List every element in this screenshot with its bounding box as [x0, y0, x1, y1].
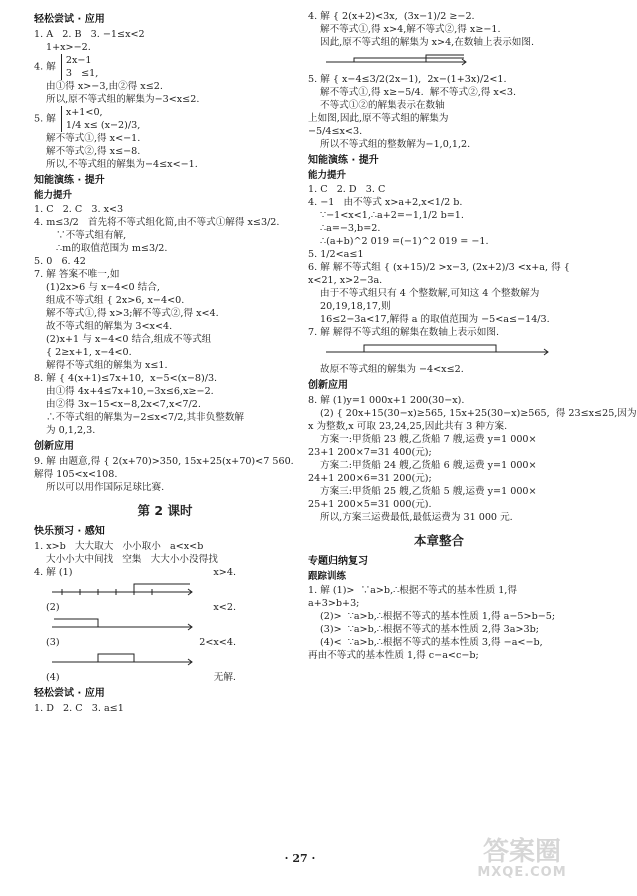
answer-line: 所以可以用作国际足球比赛.: [46, 482, 165, 493]
answer-line: 7. 解 答案不唯一,如: [34, 269, 120, 280]
section-heading: 创新应用: [34, 441, 74, 452]
answer-line: 方案三:甲货船 25 艘,乙货船 5 艘,运费 y=1 000×: [320, 486, 537, 497]
answer-line: 组成不等式组 { 2x>6, x−4<0.: [46, 295, 185, 306]
answer-line: a+3>b+3;: [308, 598, 360, 609]
answer-line: 方案一:甲货船 23 艘,乙货船 7 艘,运费 y=1 000×: [320, 434, 537, 445]
answer-line: 1. C 2. C 3. x<3: [34, 204, 124, 215]
answer-line: 4. −1 由不等式 x>a+2,x<1/2 b.: [308, 197, 463, 208]
answer-line: ∵不等式组有解,: [56, 230, 127, 241]
number-line-group: 4. 解 (1) x>4. (2) x<2. (3) 2<x<4. (4) 无解.: [34, 567, 236, 683]
answer-line: 由①得 x>−3,由②得 x≤2.: [46, 81, 163, 92]
answer-line: x<2.: [213, 602, 236, 613]
answer-line: 1+x>−2.: [46, 42, 91, 53]
section-heading: 快乐预习 · 感知: [34, 526, 105, 537]
subsection-heading: 能力提升: [308, 170, 347, 181]
answer-line: 8. 解 (1)y=1 000x+1 200(30−x).: [308, 395, 465, 406]
number-line-figure: [326, 52, 476, 70]
answer-line: 所以,原不等式组的解集为−3<x≤2.: [46, 94, 200, 105]
answer-line: 再由不等式的基本性质 1,得 c−a<c−b;: [308, 650, 479, 661]
answer-line: 方案二:甲货船 24 艘,乙货船 6 艘,运费 y=1 000×: [320, 460, 537, 471]
answer-line: (2)> ∵a>b,∴根据不等式的基本性质 1,得 a−5>b−5;: [320, 611, 556, 622]
answer-line: 为 0,1,2,3.: [46, 425, 96, 436]
answer-line: 25+1 200×5=31 000(元).: [308, 499, 432, 510]
answer-line: 大小小大中间找 空集 大大小小没得找: [46, 554, 218, 565]
answer-line: 不等式①②的解集表示在数轴: [320, 100, 445, 111]
answer-line: 4. m≤3/2 首先将不等式组化简,由不等式①解得 x≤3/2.: [34, 217, 280, 228]
lesson-title: 第 2 课时: [137, 503, 193, 518]
answer-line: 解不等式①,得 x>3;解不等式②,得 x<4.: [46, 308, 219, 319]
answer-line: ∴a=−3,b=2.: [320, 223, 381, 234]
answer-line: 24+1 200×6=31 200(元);: [308, 473, 432, 484]
answer-line: (2)x+1 与 x−4<0 结合,组成不等式组: [46, 334, 212, 345]
answer-line: 1. C 2. D 3. C: [308, 184, 386, 195]
answer-line: 8. 解 { 4(x+1)≤7x+10, x−5<(x−8)/3.: [34, 373, 218, 384]
section-heading: 知能演练 · 提升: [34, 175, 105, 186]
answer-line: 所以,方案三运费最低,最低运费为 31 000 元.: [320, 512, 513, 523]
section-heading: 知能演练 · 提升: [308, 155, 379, 166]
answer-line: 1. 解 (1)> ∵a>b,∴根据不等式的基本性质 1,得: [308, 585, 517, 596]
answer-line: −5/4≤x<3.: [308, 126, 363, 137]
answer-line: 4. 解 2x−1 3 ≤1,: [34, 55, 99, 79]
number-line-figure: [52, 652, 202, 668]
answer-line: 解得不等式组的解集为 x≤1.: [46, 360, 168, 371]
right-column: [308, 10, 637, 662]
answer-line: 7. 解 解得不等式组的解集在数轴上表示如图.: [308, 327, 499, 338]
answer-line: 所以不等式组的整数解为−1,0,1,2.: [320, 139, 471, 150]
answer-line: 由②得 3x−15<x−8,2x<7,x<7/2.: [46, 399, 201, 410]
section-heading: 创新应用: [308, 380, 348, 391]
answer-line: 1. A 2. B 3. −1≤x<2: [34, 29, 145, 40]
subsection-heading: 跟踪训练: [308, 571, 347, 582]
answer-line: 故不等式组的解集为 3<x<4.: [46, 321, 173, 332]
answer-line: 解不等式②,得 x≤−8.: [46, 146, 141, 157]
answer-line: 5. 解 x+1<0, 1/4 x≤ (x−2)/3,: [34, 107, 141, 131]
number-line-figure: [52, 617, 202, 633]
number-line-figure: [52, 582, 202, 598]
answer-line: ∴(a+b)^2 019 =(−1)^2 019 = −1.: [320, 236, 489, 247]
watermark-logo: 答案圈 MXQE.COM: [477, 837, 567, 880]
answer-line: (1)2x>6 与 x−4<0 结合,: [46, 282, 160, 293]
left-column: [34, 10, 296, 715]
answer-line: ∵−1<x<1,∴a+2=−1,1/2 b=1.: [320, 210, 464, 221]
answer-line: 无解.: [213, 672, 236, 683]
answer-line: (2) { 20x+15(30−x)≥565, 15x+25(30−x)≥565, 得 23≤x≤25,因为: [320, 408, 637, 419]
answer-line: 由于不等式组只有 4 个整数解,可知这 4 个整数解为 20,19,18,17,则: [320, 288, 540, 312]
answer-line: 解不等式①,得 x≥−5/4. 解不等式②,得 x<3.: [320, 87, 517, 98]
answer-line: 解不等式①,得 x<−1.: [46, 133, 141, 144]
answer-line: 所以,不等式组的解集为−4≤x<−1.: [46, 159, 198, 170]
section-heading: 专题归纳复习: [308, 556, 368, 567]
subsection-heading: 能力提升: [34, 190, 73, 201]
answer-line: 因此,原不等式组的解集为 x>4,在数轴上表示如图.: [320, 37, 535, 48]
answer-line: 解不等式①,得 x>4,解不等式②,得 x≥−1.: [320, 24, 501, 35]
answer-line: 由①得 4x+4≤7x+10,−3x≤6,x≥−2.: [46, 386, 214, 397]
answer-line: 9. 解 由题意,得 { 2(x+70)>350, 15x+25(x+70)<7 560. 解得 105<x<108.: [34, 456, 294, 480]
answer-line: 4. 解 (1): [34, 567, 73, 578]
answer-line: ∴不等式组的解集为−2≤x<7/2,其非负整数解: [46, 412, 245, 423]
answer-line: (4)< ∵a>b,∴根据不等式的基本性质 3,得 −a<−b,: [320, 637, 543, 648]
answer-line: 2<x<4.: [199, 637, 236, 648]
section-heading: 轻松尝试 · 应用: [34, 14, 105, 25]
answer-line: 5. 0 6. 42: [34, 256, 86, 267]
answer-line: 上如图,因此,原不等式组的解集为: [308, 113, 449, 124]
answer-line: 1. D 2. C 3. a≤1: [34, 703, 124, 714]
answer-line: 6. 解 解不等式组 { (x+15)/2 >x−3, (2x+2)/3 <x+a, 得 { x<21, x>2−3a.: [308, 262, 570, 286]
answer-line: 16≤2−3a<17,解得 a 的取值范围为 −5<a≤−14/3.: [320, 314, 550, 325]
number-line-figure: [326, 342, 556, 360]
answer-line: 5. 解 { x−4≤3/2(2x−1), 2x−(1+3x)/2<1.: [308, 74, 507, 85]
answer-line: 5. 1/2<a≤1: [308, 249, 364, 260]
chapter-title: 本章整合: [413, 533, 464, 548]
answer-line: { 2≥x+1, x−4<0.: [46, 347, 132, 358]
answer-line: 4. 解 { 2(x+2)<3x, (3x−1)/2 ≥−2.: [308, 11, 475, 22]
answer-line: ∴m的取值范围为 m≤3/2.: [56, 243, 168, 254]
answer-line: 23+1 200×7=31 400(元);: [308, 447, 432, 458]
answer-line: x>4.: [213, 567, 236, 578]
answer-line: 故原不等式组的解集为 −4<x≤2.: [320, 364, 464, 375]
page-number: · 27 ·: [284, 852, 316, 865]
answer-line: 1. x>b 大大取大 小小取小 a<x<b: [34, 541, 204, 552]
answer-line: x 为整数,x 可取 23,24,25,因此共有 3 种方案.: [308, 421, 508, 432]
answer-line: (3)> ∵a>b,∴根据不等式的基本性质 2,得 3a>3b;: [320, 624, 540, 635]
section-heading: 轻松尝试 · 应用: [34, 688, 105, 699]
